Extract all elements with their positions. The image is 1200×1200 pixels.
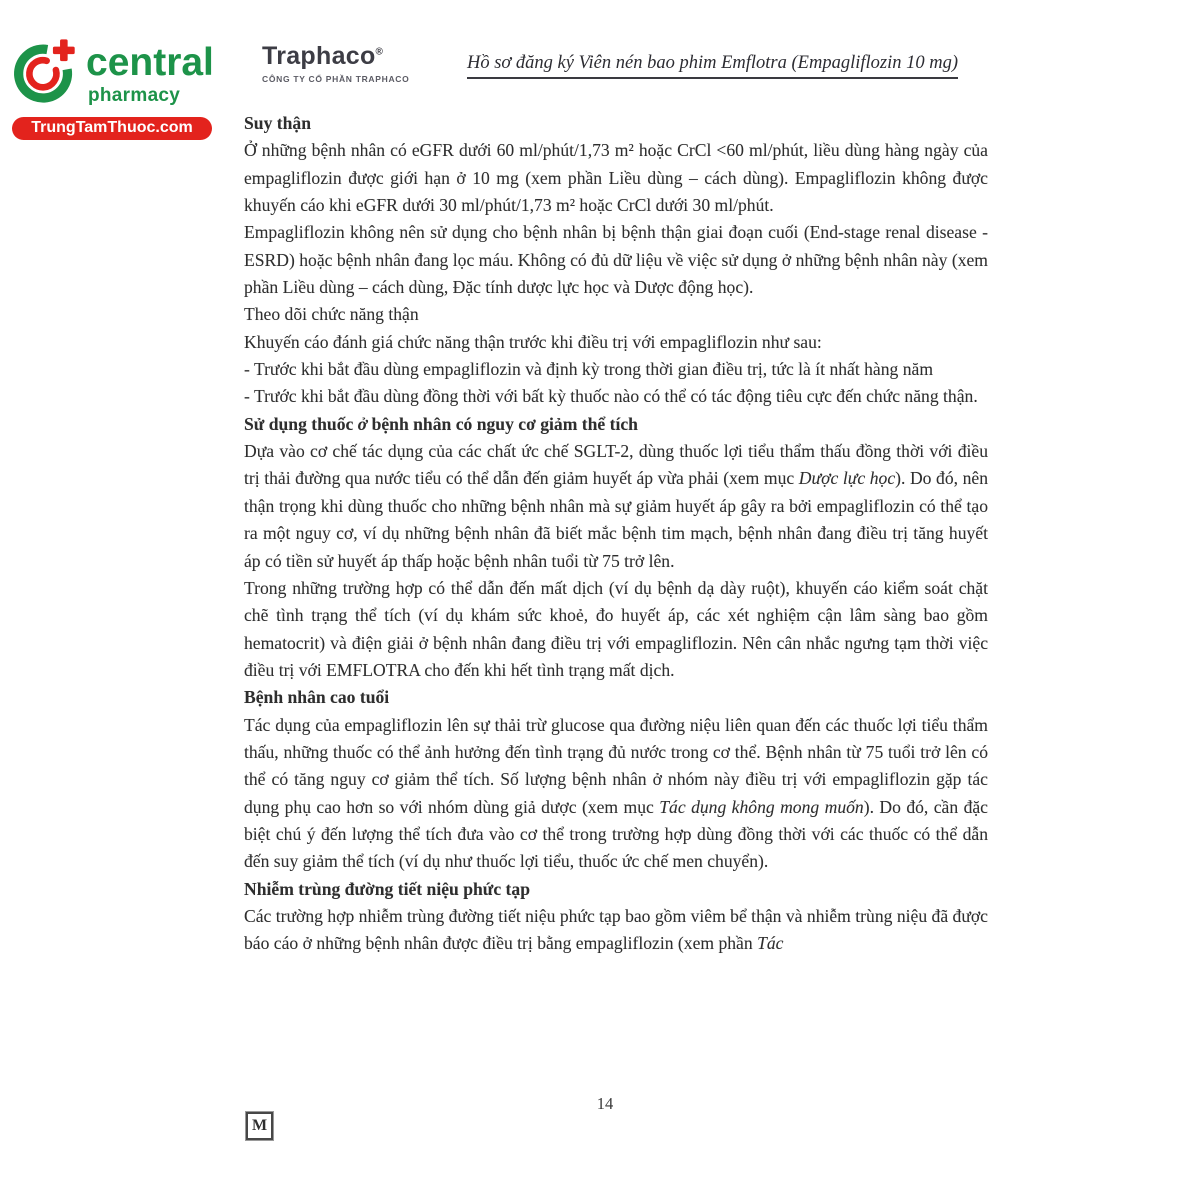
- text-run: bệnh nhân có nguy cơ giảm thể tích: [367, 413, 638, 434]
- doc-paragraph: [244, 301, 988, 328]
- doc-paragraph: [244, 575, 988, 684]
- logo-wordmark: [78, 35, 214, 106]
- doc-paragraph: [244, 137, 988, 219]
- company-name: [262, 44, 409, 69]
- central-pharmacy-logo: [12, 34, 220, 140]
- text-run: Sử dụng thuốc: [244, 413, 358, 434]
- text-run: Tác dụng không mong muốn: [659, 796, 864, 817]
- plus-icon-vertical: [60, 39, 68, 61]
- doc-header-title: Hồ sơ đăng ký Viên nén bao phim Emflotra (Empagliflozin 10 mg): [467, 53, 958, 79]
- text-run: - Trước khi bắt đầu dùng empagliflozin và định kỳ trong thời gian điều trị, tức là ít nhất hàng năm: [244, 359, 934, 380]
- text-run: Suy thận: [244, 113, 311, 133]
- doc-paragraph: [244, 712, 988, 876]
- doc-paragraph: [244, 903, 988, 958]
- text-run: Khuyến cáo đánh giá chức năng thận trước khi điều trị với empagliflozin như sau:: [244, 331, 822, 352]
- company-name-text: Traphaco: [262, 42, 376, 70]
- logo-site-badge: TrungTamThuoc.com: [12, 117, 212, 140]
- text-run: Dược lực học: [798, 468, 896, 489]
- central-pharmacy-c-icon: [12, 34, 78, 108]
- doc-heading: [244, 411, 988, 438]
- text-run: Nhiễm trùng đường tiết niệu phức tạp: [244, 878, 530, 899]
- logo-brand-subtext: pharmacy: [88, 84, 181, 106]
- text-run: ). Do đó, nên thận trọng khi dùng thuốc cho những bệnh nhân mà sự giảm huyết áp gây ra bởi empagliflozin có thể tạo ra một nguy cơ, ví dụ những bệnh nhân đã biết mắc bệnh tim mạch, bệnh nhân đang điều trị tăng huyết áp có tiền sử huyết áp thấp hoặc bệnh nhân tuổi từ 75 trở lên.: [244, 468, 988, 571]
- text-run: Theo dõi chức năng thận: [244, 304, 419, 325]
- doc-heading: [244, 876, 988, 903]
- text-run: ). Do đó, cần đặc biệt chú ý đến lượng thể tích đưa vào cơ thể trong trường hợp dùng đồng thời với các thuốc có thể dẫn đến suy giảm thể tích (ví dụ như thuốc lợi tiểu, thuốc ức chế men chuyển).: [244, 796, 988, 872]
- page-number: 14: [596, 1094, 614, 1113]
- text-run: Dựa vào cơ chế tác dụng của các chất ức chế SGLT-2, dùng thuốc lợi tiểu thẩm thấu đồng thời với điều trị thải đường qua nước tiểu có thể dẫn đến giảm huyết áp vừa phải (xem mục: [244, 441, 988, 489]
- text-run: Empagliflozin không nên sử dụng cho bệnh nhân bị bệnh thận giai đoạn cuối (End-stage renal disease - ESRD) hoặc bệnh nhân đang lọc máu. Không có đủ dữ liệu về việc sử dụng ở những bệnh nhân này (xem phần Liều dùng – cách dùng, Đặc tính dược lực học và Dược động học).: [244, 222, 988, 298]
- text-run: Tác: [757, 933, 784, 954]
- company-subtitle: CÔNG TY CỔ PHẦN TRAPHACO: [262, 74, 410, 84]
- doc-paragraph: [244, 219, 988, 301]
- doc-heading: [244, 684, 988, 711]
- registered-mark-icon: ®: [375, 46, 384, 58]
- doc-paragraph: [244, 438, 988, 575]
- text-run: - Trước khi bắt đầu dùng đồng thời với bất kỳ thuốc nào có thể có tác động tiêu cực đến chức năng thận.: [244, 386, 978, 407]
- logo-top-row: [12, 34, 220, 108]
- doc-paragraph: [244, 383, 988, 410]
- document-body: [244, 110, 988, 958]
- company-logo: [262, 44, 409, 84]
- doc-heading: [244, 110, 988, 137]
- doc-paragraph: [244, 356, 988, 383]
- text-run: Các trường hợp nhiễm trùng đường tiết niệu phức tạp bao gồm viêm bể thận và nhiễm trùng niệu đã được báo cáo ở những bệnh nhân được điều trị bằng empagliflozin (xem phần: [244, 905, 988, 954]
- text-run: Tác dụng của empagliflozin lên sự thải trừ glucose qua đường niệu liên quan đến các thuốc lợi tiểu thẩm thấu, những thuốc có thể ảnh hưởng đến tình trạng đủ nước trong cơ thể. Bệnh nhân từ 75 tuổi trở lên có thể có tăng nguy cơ giảm thể tích. Số lượng bệnh nhân ở nhóm này điều trị với empagliflozin gặp tác dụng phụ cao hơn so với nhóm dùng giả dược (xem mục: [244, 714, 988, 817]
- text-run: ở: [357, 413, 368, 434]
- corner-mark: M: [246, 1112, 273, 1140]
- text-run: Bệnh nhân cao tuổi: [244, 687, 390, 708]
- logo-brand-text: central: [86, 41, 214, 85]
- text-run: Ở những bệnh nhân có eGFR dưới 60 ml/phút/1,73 m² hoặc CrCl <60 ml/phút, liều dùng hàng ngày của empagliflozin được giới hạn ở 10 mg (xem phần Liều dùng – cách dùng). Empagliflozin không được khuyến cáo khi eGFR dưới 30 ml/phút/1,73 m² hoặc CrCl dưới 30 ml/phút.: [244, 140, 988, 216]
- doc-paragraph: [244, 329, 988, 356]
- text-run: Trong những trường hợp có thể dẫn đến mất dịch (ví dụ bệnh dạ dày ruột), khuyến cáo kiểm soát chặt chẽ tình trạng thể tích (ví dụ khám sức khoẻ, đo huyết áp, các xét nghiệm cận lâm sàng bao gồm hematocrit) và điện giải ở bệnh nhân đang điều trị với empagliflozin. Nên cân nhắc ngưng tạm thời việc điều trị với EMFLOTRA cho đến khi hết tình trạng mất dịch.: [244, 577, 988, 680]
